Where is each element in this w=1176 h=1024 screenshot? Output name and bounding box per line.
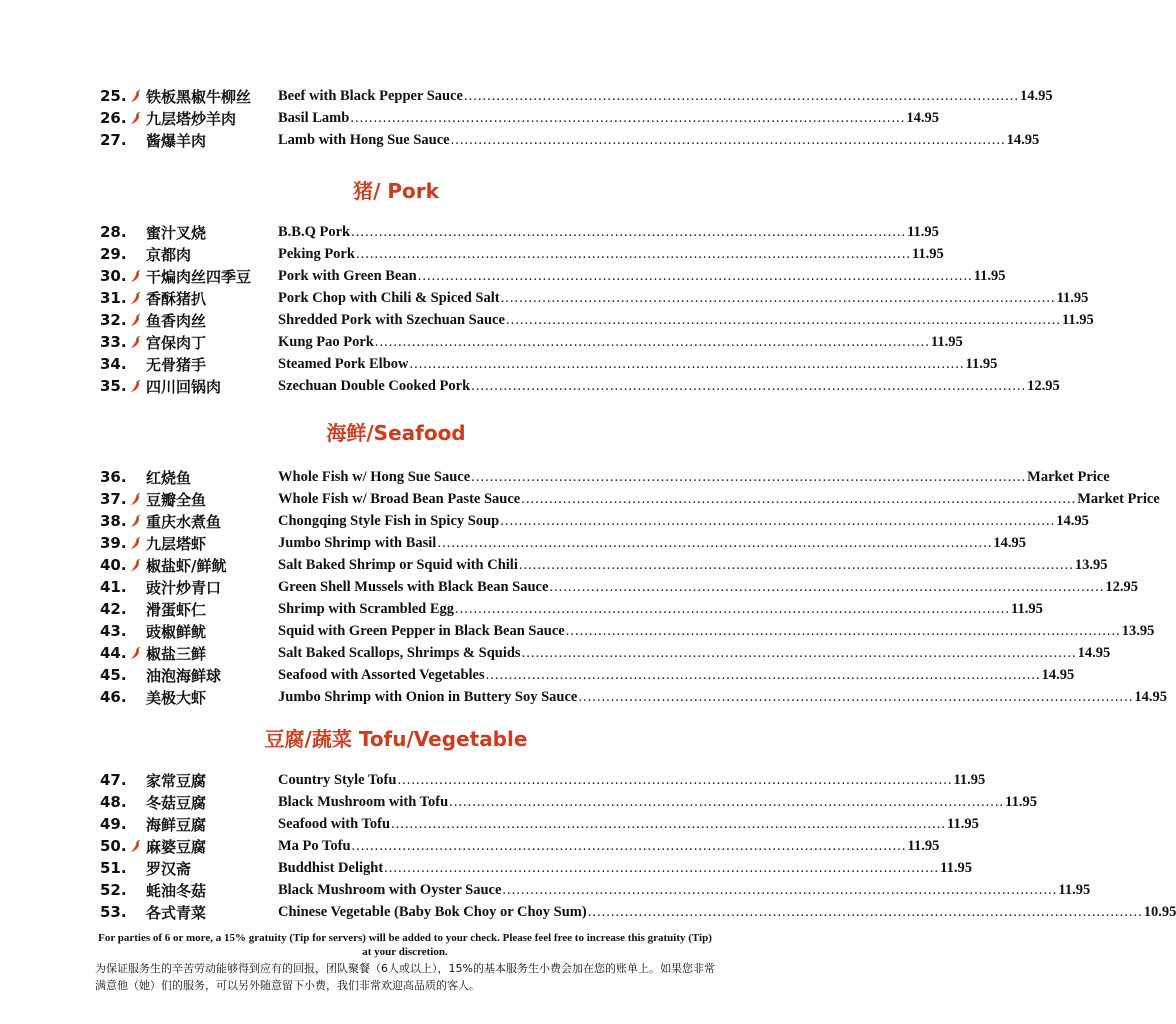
item-chinese-name: 红烧鱼 xyxy=(146,468,192,487)
item-number: 34. xyxy=(100,355,127,373)
chili-pepper-icon xyxy=(129,335,141,349)
item-english-name: Jumbo Shrimp with Basil xyxy=(278,534,437,551)
dot-leader: ........................................................................................................................ xyxy=(351,223,907,240)
item-number: 48. xyxy=(100,793,127,811)
menu-item xyxy=(0,243,944,265)
item-number: 29. xyxy=(100,245,127,263)
item-english-line xyxy=(278,289,1089,307)
item-price: 11.95 xyxy=(907,837,940,854)
item-english-line xyxy=(278,490,1160,508)
item-english-line xyxy=(278,666,1075,684)
item-english-name: Pork with Green Bean xyxy=(278,267,417,284)
item-price: Market Price xyxy=(1077,490,1160,507)
menu-item xyxy=(0,642,1111,664)
menu-item xyxy=(0,331,963,353)
item-price: 10.95 xyxy=(1143,903,1176,920)
item-english-name: Steamed Pork Elbow xyxy=(278,355,409,372)
item-price: 14.95 xyxy=(1041,666,1075,683)
item-price: 11.95 xyxy=(940,859,972,876)
dot-leader: ........................................................................................................................ xyxy=(374,333,930,350)
item-english-line xyxy=(278,556,1108,574)
item-english-line xyxy=(278,793,1037,811)
chili-pepper-icon xyxy=(129,558,141,572)
item-number: 32. xyxy=(100,311,127,329)
item-english-line xyxy=(278,223,939,241)
dot-leader: ........................................................................................................................ xyxy=(384,859,940,876)
item-english-name: Szechuan Double Cooked Pork xyxy=(278,377,471,394)
chili-pepper-icon xyxy=(129,89,141,103)
menu-item xyxy=(0,813,979,835)
item-english-line xyxy=(278,333,963,351)
item-chinese-name: 冬菇豆腐 xyxy=(146,793,207,812)
dot-leader: ........................................................................................................................ xyxy=(464,87,1019,104)
menu-item xyxy=(0,353,998,375)
item-chinese-name: 无骨猪手 xyxy=(146,355,207,374)
item-chinese-name: 九层塔炒羊肉 xyxy=(146,109,237,128)
menu-item xyxy=(0,221,939,243)
item-number: 25. xyxy=(100,87,127,105)
item-chinese-name: 麻婆豆腐 xyxy=(146,837,207,856)
item-price: 11.95 xyxy=(973,267,1006,284)
seafood-items xyxy=(0,466,1167,708)
item-chinese-name: 油泡海鲜球 xyxy=(146,666,222,685)
item-english-name: Ma Po Tofu xyxy=(278,837,351,854)
item-english-name: Jumbo Shrimp with Onion in Buttery Soy Sauce xyxy=(278,688,578,705)
section-tofu xyxy=(0,727,1176,923)
item-number: 46. xyxy=(100,688,127,706)
item-number: 42. xyxy=(100,600,127,618)
menu-item xyxy=(0,466,1110,488)
item-chinese-name: 京都肉 xyxy=(146,245,192,264)
item-number: 52. xyxy=(100,881,127,899)
dot-leader: ........................................................................................................................ xyxy=(351,837,907,854)
seafood-heading: 海鲜/Seafood xyxy=(326,421,466,445)
item-chinese-name: 蚝油冬菇 xyxy=(146,881,207,900)
dot-leader: ........................................................................................................................ xyxy=(355,245,911,262)
item-price: 14.95 xyxy=(906,109,939,126)
menu-item xyxy=(0,107,939,129)
item-number: 44. xyxy=(100,644,127,662)
item-english-line xyxy=(278,109,939,127)
item-price: 14.95 xyxy=(1056,512,1089,529)
item-chinese-name: 美极大虾 xyxy=(146,688,207,707)
item-english-name: Black Mushroom with Oyster Sauce xyxy=(278,881,502,898)
dot-leader: ........................................................................................................................ xyxy=(437,534,993,551)
item-price: 14.95 xyxy=(993,534,1026,551)
item-chinese-name: 鱼香肉丝 xyxy=(146,311,207,330)
tofu-items xyxy=(0,769,1176,923)
item-number: 37. xyxy=(100,490,127,508)
dot-leader: ........................................................................................................................ xyxy=(350,109,906,126)
item-english-line xyxy=(278,131,1040,149)
item-english-name: Country Style Tofu xyxy=(278,771,397,788)
item-chinese-name: 蜜汁叉烧 xyxy=(146,223,207,242)
item-english-name: Seafood with Tofu xyxy=(278,815,391,832)
item-english-name: Salt Baked Shrimp or Squid with Chili xyxy=(278,556,518,573)
item-english-line xyxy=(278,837,940,855)
menu-item xyxy=(0,857,972,879)
item-english-line xyxy=(278,355,998,373)
item-number: 50. xyxy=(100,837,127,855)
item-price: 12.95 xyxy=(1105,578,1139,595)
item-english-line xyxy=(278,377,1060,395)
dot-leader: ........................................................................................................................ xyxy=(449,793,1005,810)
item-english-name: Beef with Black Pepper Sauce xyxy=(278,87,463,104)
item-english-name: Peking Pork xyxy=(278,245,355,262)
dot-leader: ........................................................................................................................ xyxy=(455,600,1011,617)
item-english-name: Green Shell Mussels with Black Bean Sauce xyxy=(278,578,549,595)
item-price: 12.95 xyxy=(1027,377,1060,394)
item-english-name: Seafood with Assorted Vegetables xyxy=(278,666,485,683)
dot-leader: ........................................................................................................................ xyxy=(500,289,1056,306)
item-price: 11.95 xyxy=(953,771,986,788)
item-price: 11.95 xyxy=(907,223,939,240)
chili-pepper-icon xyxy=(129,536,141,550)
dot-leader: ........................................................................................................................ xyxy=(521,490,1077,507)
item-number: 31. xyxy=(100,289,127,307)
item-english-name: Lamb with Hong Sue Sauce xyxy=(278,131,450,148)
item-english-name: Buddhist Delight xyxy=(278,859,384,876)
menu-item xyxy=(0,554,1108,576)
item-number: 43. xyxy=(100,622,127,640)
item-chinese-name: 椒盐三鲜 xyxy=(146,644,207,663)
item-english-line xyxy=(278,881,1091,899)
item-english-line xyxy=(278,644,1111,662)
item-english-name: Kung Pao Pork xyxy=(278,333,374,350)
menu-item xyxy=(0,664,1075,686)
item-number: 27. xyxy=(100,131,127,149)
item-price: 11.95 xyxy=(1058,881,1091,898)
dot-leader: ........................................................................................................................ xyxy=(521,644,1077,661)
item-price: 11.95 xyxy=(947,815,979,832)
item-number: 39. xyxy=(100,534,127,552)
dot-leader: ........................................................................................................................ xyxy=(578,688,1134,705)
item-chinese-name: 各式青菜 xyxy=(146,903,207,922)
chili-pepper-icon xyxy=(129,514,141,528)
item-number: 51. xyxy=(100,859,127,877)
dot-leader: ........................................................................................................................ xyxy=(450,131,1006,148)
chili-pepper-icon xyxy=(129,111,141,125)
item-chinese-name: 豆瓣全鱼 xyxy=(146,490,207,509)
menu-item xyxy=(0,265,1006,287)
item-english-line xyxy=(278,534,1026,552)
lamb-items xyxy=(0,85,1053,151)
chili-pepper-icon xyxy=(129,839,141,853)
item-price: Market Price xyxy=(1027,468,1110,485)
menu-item xyxy=(0,686,1167,708)
dot-leader: ........................................................................................................................ xyxy=(485,666,1041,683)
item-price: 14.95 xyxy=(1020,87,1053,104)
section-lamb xyxy=(0,85,1053,151)
item-english-line xyxy=(278,512,1089,530)
item-chinese-name: 罗汉斋 xyxy=(146,859,192,878)
dot-leader: ........................................................................................................................ xyxy=(471,377,1027,394)
item-number: 41. xyxy=(100,578,127,596)
dot-leader: ........................................................................................................................ xyxy=(587,903,1143,920)
item-chinese-name: 四川回锅肉 xyxy=(146,377,222,396)
menu-item xyxy=(0,879,1091,901)
item-english-line xyxy=(278,859,972,877)
item-english-name: Shredded Pork with Szechuan Sauce xyxy=(278,311,505,328)
item-chinese-name: 香酥猪扒 xyxy=(146,289,207,308)
pork-items xyxy=(0,221,1094,397)
item-english-line xyxy=(278,771,986,789)
item-price: 11.95 xyxy=(911,245,944,262)
item-number: 47. xyxy=(100,771,127,789)
menu-item xyxy=(0,598,1043,620)
menu-item xyxy=(0,532,1026,554)
item-chinese-name: 铁板黑椒牛柳丝 xyxy=(146,87,252,106)
item-english-name: Squid with Green Pepper in Black Bean Sauce xyxy=(278,622,565,639)
menu-item xyxy=(0,620,1155,642)
item-price: 11.95 xyxy=(965,355,998,372)
item-chinese-name: 重庆水煮鱼 xyxy=(146,512,222,531)
item-chinese-name: 海鲜豆腐 xyxy=(146,815,207,834)
item-english-line xyxy=(278,815,979,833)
item-english-line xyxy=(278,311,1094,329)
menu-item xyxy=(0,129,1040,151)
gratuity-note-zh: 为保证服务生的辛苦劳动能够得到应有的回报，团队聚餐（6人或以上），15%的基本服务生小费会加在您的账单上。如果您非常满意他（她）们的服务，可以另外随意留下小费，我们非常欢迎高品质的客人。 xyxy=(95,962,715,992)
gratuity-note-en: For parties of 6 or more, a 15% gratuity (Tip for servers) will be added to your check. Please feel free to increase this gratuity (Tip) at your discretion. xyxy=(98,932,712,958)
dot-leader: ........................................................................................................................ xyxy=(471,468,1027,485)
item-english-line xyxy=(278,578,1139,596)
item-chinese-name: 豉汁炒青口 xyxy=(146,578,222,597)
item-english-name: Chongqing Style Fish in Spicy Soup xyxy=(278,512,500,529)
menu-item xyxy=(0,791,1037,813)
menu-item xyxy=(0,576,1139,598)
item-chinese-name: 椒盐虾/鲜鱿 xyxy=(146,556,227,575)
item-price: 11.95 xyxy=(1011,600,1043,617)
item-number: 40. xyxy=(100,556,127,574)
item-english-line xyxy=(278,903,1176,921)
item-price: 11.95 xyxy=(1056,289,1089,306)
item-english-line xyxy=(278,267,1006,285)
item-english-line xyxy=(278,688,1167,706)
chili-pepper-icon xyxy=(129,313,141,327)
item-number: 49. xyxy=(100,815,127,833)
item-chinese-name: 宫保肉丁 xyxy=(146,333,207,352)
item-price: 14.95 xyxy=(1134,688,1167,705)
chili-pepper-icon xyxy=(129,492,141,506)
item-english-name: Shrimp with Scrambled Egg xyxy=(278,600,455,617)
item-english-name: Black Mushroom with Tofu xyxy=(278,793,449,810)
item-price: 13.95 xyxy=(1121,622,1155,639)
chili-pepper-icon xyxy=(129,291,141,305)
menu-item xyxy=(0,488,1160,510)
item-price: 11.95 xyxy=(1005,793,1037,810)
menu-item xyxy=(0,510,1089,532)
item-number: 35. xyxy=(100,377,127,395)
item-chinese-name: 滑蛋虾仁 xyxy=(146,600,207,619)
dot-leader: ........................................................................................................................ xyxy=(409,355,965,372)
item-number: 30. xyxy=(100,267,127,285)
section-pork xyxy=(0,179,1094,397)
item-english-name: Chinese Vegetable (Baby Bok Choy or Choy Sum) xyxy=(278,903,587,920)
dot-leader: ........................................................................................................................ xyxy=(505,311,1061,328)
item-number: 28. xyxy=(100,223,127,241)
dot-leader: ........................................................................................................................ xyxy=(518,556,1074,573)
item-number: 33. xyxy=(100,333,127,351)
item-number: 26. xyxy=(100,109,127,127)
item-chinese-name: 家常豆腐 xyxy=(146,771,207,790)
item-english-name: B.B.Q Pork xyxy=(278,223,351,240)
item-english-line xyxy=(278,468,1110,486)
item-price: 11.95 xyxy=(1061,311,1094,328)
dot-leader: ........................................................................................................................ xyxy=(417,267,973,284)
section-seafood xyxy=(0,421,1167,708)
item-english-name: Basil Lamb xyxy=(278,109,350,126)
gratuity-notice xyxy=(95,931,715,994)
item-english-line xyxy=(278,622,1155,640)
item-chinese-name: 豉椒鲜鱿 xyxy=(146,622,207,641)
dot-leader: ........................................................................................................................ xyxy=(549,578,1105,595)
item-number: 45. xyxy=(100,666,127,684)
menu-item xyxy=(0,309,1094,331)
item-english-line xyxy=(278,245,944,263)
dot-leader: ........................................................................................................................ xyxy=(391,815,947,832)
item-number: 38. xyxy=(100,512,127,530)
item-price: 13.95 xyxy=(1074,556,1108,573)
menu-item xyxy=(0,85,1053,107)
dot-leader: ........................................................................................................................ xyxy=(565,622,1121,639)
menu-item xyxy=(0,835,940,857)
tofu-heading: 豆腐/蔬菜 Tofu/Vegetable xyxy=(264,727,528,751)
item-english-line xyxy=(278,600,1043,618)
menu-item xyxy=(0,769,986,791)
item-english-name: Salt Baked Scallops, Shrimps & Squids xyxy=(278,644,521,661)
item-english-name: Whole Fish w/ Broad Bean Paste Sauce xyxy=(278,490,521,507)
item-price: 14.95 xyxy=(1077,644,1111,661)
item-number: 36. xyxy=(100,468,127,486)
item-chinese-name: 酱爆羊肉 xyxy=(146,131,207,150)
item-chinese-name: 九层塔虾 xyxy=(146,534,207,553)
item-chinese-name: 干煸肉丝四季豆 xyxy=(146,267,252,286)
item-number: 53. xyxy=(100,903,127,921)
menu-item xyxy=(0,287,1089,309)
item-english-name: Whole Fish w/ Hong Sue Sauce xyxy=(278,468,471,485)
dot-leader: ........................................................................................................................ xyxy=(500,512,1056,529)
item-price: 14.95 xyxy=(1006,131,1040,148)
item-english-line xyxy=(278,87,1053,105)
pork-heading: 猪/ Pork xyxy=(353,179,439,203)
menu-item xyxy=(0,375,1060,397)
chili-pepper-icon xyxy=(129,646,141,660)
chili-pepper-icon xyxy=(129,269,141,283)
chili-pepper-icon xyxy=(129,379,141,393)
item-price: 11.95 xyxy=(930,333,963,350)
menu-item xyxy=(0,901,1176,923)
dot-leader: ........................................................................................................................ xyxy=(397,771,953,788)
dot-leader: ........................................................................................................................ xyxy=(502,881,1058,898)
item-english-name: Pork Chop with Chili & Spiced Salt xyxy=(278,289,500,306)
